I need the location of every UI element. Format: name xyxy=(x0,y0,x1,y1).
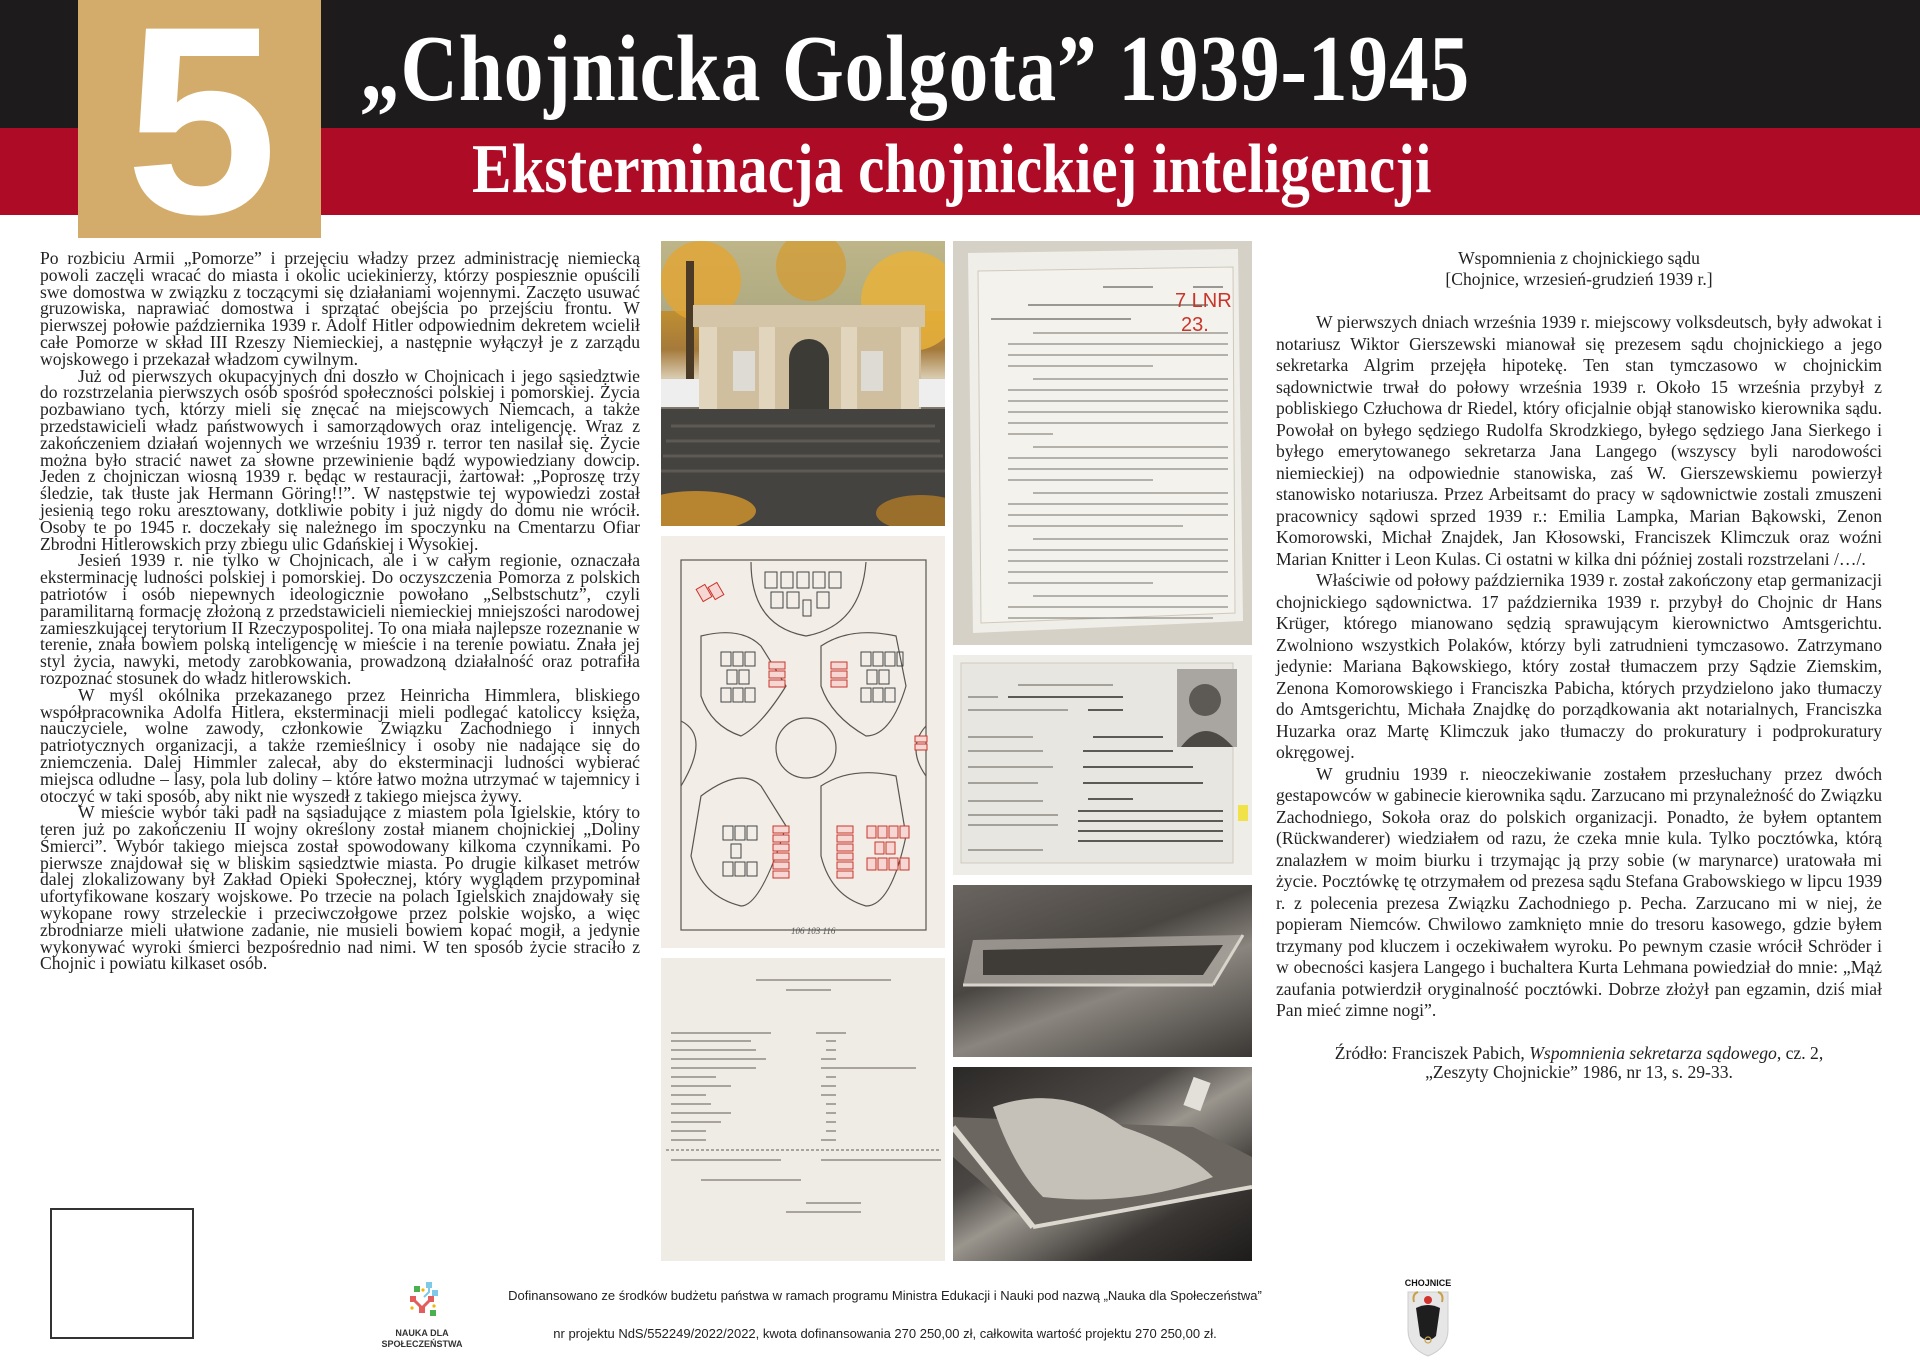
photo-memorial-gate xyxy=(661,241,945,526)
chojnice-crest xyxy=(1398,1278,1458,1358)
exhumation-1-image xyxy=(953,885,1252,1057)
svg-text:106 103 116: 106 103 116 xyxy=(791,926,836,936)
left-text-column xyxy=(40,250,640,972)
photo-typed-report xyxy=(953,241,1252,645)
svg-text:7 LNR: 7 LNR xyxy=(1175,290,1232,312)
funding-line2: nr projektu NdS/552249/2022/2022, kwota dofinansowania 270 250,00 zł, całkowita wartość projektu 270 250,00 zł. xyxy=(553,1326,1217,1341)
grave-plan-image xyxy=(661,536,945,948)
paragraph: W grudniu 1939 r. nieoczekiwanie zostałem przesłuchany przez dwóch gestapowców w gabinecie kierownika sądu. Zarzucano mi przynależność do Związku Zachodniego, Sokoła oraz do polskich organizacji. Ponadto, że byłem optantem (Rückwanderer) wiedziałem od razu, że czeka mnie kula. Tylko pocztówka, którą znalazłem w moim biurku i trzymając ją przy sobie (w marynarce) uratowała mi życie. Pocztówkę tę otrzymałem od prezesa sądu Stefana Grabowskiego w lipcu 1939 r. z polecenia prezesa Związku Zachodniego p. Pecha. Zarzucano mi w niej, że popieram Niemców. Chwilowo zamknięto mnie do tresoru kasowego, gdzie byłem trzymany pod kluczem i oczekiwałem wyroku. Po pewnym czasie wrócił Schröder i w obecności kasjera Langego i buchaltera Kurta Lehmana powiedział do mnie: „Mąż zaufania potwierdził oryginalność pocztówki. Dobrze złożył pan egzamin, dziś miał Pan mieć zimne nogi”. xyxy=(1276,763,1882,1020)
chojnice-label: CHOJNICE xyxy=(1404,1278,1452,1288)
right-text-column xyxy=(1276,248,1882,1082)
paragraph: Jesień 1939 r. nie tylko w Chojnicach, ale i w całym regionie, oznaczała eksterminację ludności polskiej i pomorskiej. Do oczyszczenia Pomorza z polskich patriotów i osób niepewnych ideologicznie powołano „Selbstschutz”, czyli paramilitarną formację złożoną z przedstawicieli niemieckiej mniejszości narodowej zamieszkującej terytorium II Rzeczypospolitej. To ona miała najlepsze rozeznanie w terenie, znała bowiem polską inteligencję w mieście i na terenie powiatu. Znała jej styl życia, nawyki, metody zarobkowania, prowadzoną działalność oraz potrafiła rozpoznać stosunek do władz hitlerowskich. xyxy=(40,550,640,688)
memoir-heading xyxy=(1276,248,1882,290)
funding-line1: Dofinansowano ze środków budżetu państwa w ramach programu Ministra Edukacji i Nauki pod nazwą „Nauka dla Społeczeństwa” xyxy=(508,1288,1262,1303)
photo-exhumation-1 xyxy=(953,885,1252,1057)
paragraph: W myśl okólnika przekazanego przez Heinricha Himmlera, bliskiego współpracownika Adolfa Hitlera, eksterminacji mieli podlegać katoliccy księża, nauczyciele, wolne zawody, członkowie Związku Zachodniego i innych patriotycznych organizacji, a także rzemieślnicy i osoby nie nadające się do zniemczenia. Dalej Himmler zalecał, aby do eksterminacji ludności wybierać miejsca odludne – lasy, pola lub doliny – które łatwo można utrzymać w tajemnicy i otoczyć w taki sposób, aby nikt nie wyszedł z takiego miejsca żywy. xyxy=(40,684,640,806)
empty-frame xyxy=(50,1208,194,1339)
nauka-label-line1: NAUKA DLA xyxy=(395,1328,449,1338)
source-line2: „Zeszyty Chojnickie” 1986, nr 13, s. 29-33. xyxy=(1425,1061,1733,1082)
paragraph: W mieście wybór taki padł na sąsiadujące z miastem pola Igielskie, który to teren już po zakończeniu II wojny określony został mianem chojnickiej „Doliny Śmierci”. Wybór takiego miejsca został spowodowany kilkoma czynnikami. Po pierwsze znajdował się w bliskim sąsiedztwie miasta. Po drugie kilkaset metrów dalej zlokalizowany był Zakład Opieki Społecznej, który wyglądem przypominał ufortyfikowane koszary wojskowe. Po trzecie na polach Igielskich znajdowały się wykopane rowy strzeleckie i przeciwczołgowe przez polskie wojsko, a więc zbrodniarze mieli ułatwione zadanie, nie musieli bowiem kopać mogił, a jedynie wykonywać wyroki śmierci bezpośrednio nad nimi. W ten sposób życie straciło z Chojnic i powiatu kilkaset osób. xyxy=(40,802,640,974)
funding-statement xyxy=(400,1288,1370,1342)
memoir-title: Wspomnienia z chojnickiego sądu xyxy=(1458,248,1700,268)
paragraph: Właściwie od połowy października 1939 r. został zakończony etap germanizacji chojnickiego sądownictwa. 17 października 1939 r. przybył do Chojnic dr Hans Krüger, którego mianowano sędzią sprawującym kierownictwo Amtsgerichtu. Zwolniono wszystkich Polaków, którzy byli zatrudnieni tymczasowo. Zatrzymano jedynie: Mariana Bąkowskiego, który został tłumaczem przy Sądzie Ziemskim, Zenona Komorowskiego i Franciszka Pabicha, których przydzielono jako tłumaczy do Amtsgerichtu, Michała Znajdkę do porządkowania akt notarialnych, Franciszka Huzarka oraz Martę Klimczuk jako tłumaczy do prokuratury i podprokuratury okręgowej. xyxy=(1276,570,1882,762)
source-citation xyxy=(1276,1044,1882,1082)
paragraph: Już od pierwszych okupacyjnych dni doszło w Chojnicach i jego sąsiedztwie do rozstrzelania pierwszych osób spośród społeczności polskiej i pomorskiej. Życia pozbawiano tych, którzy mieli się znęcać na miejscowych Niemcach, a także przedstawicieli władz państwowych i samorządowych oraz inteligencję. Wraz z zakończeniem działań wojennych we wrześniu 1939 r. terror ten nasilał się. Życie można było stracić nawet za słowne przewinienie bądź wypowiedziany dowcip. Jeden z chojniczan wiosną 1939 r. będąc w restauracji, żartował: „Poproszę trzy śledzie, tak tłuste jak Hermann Göring!!”. W następstwie tej wypowiedzi został jesienią tego roku aresztowany, dotkliwie pobity i już nigdy do domu nie wrócił. Osoby te po 1945 r. doczekały się należnego im spoczynku na Cmentarzu Ofiar Zbrodni Hitlerowskich przy zbiegu ulic Gdańskiej i Wysokiej. xyxy=(40,365,640,554)
source-prefix: Źródło: Franciszek Pabich, xyxy=(1334,1042,1530,1063)
photo-grave-plan xyxy=(661,536,945,948)
source-suffix: , cz. 2, xyxy=(1776,1042,1824,1063)
memoir-dateline: [Chojnice, wrzesień-grudzień 1939 r.] xyxy=(1445,269,1713,289)
chojnice-coat-of-arms-icon xyxy=(1398,1278,1458,1358)
panel-number: 5 xyxy=(125,0,274,270)
page-subtitle: Eksterminacja chojnickiej inteligencji xyxy=(472,131,1432,208)
paragraph: W pierwszych dniach września 1939 r. miejscowy volksdeutsch, były adwokat i notariusz Wiktor Gierszewski mianował się prezesem sądu chojnickiego a jego sekretarka Algrim przejęła hipotekę. Ten stan tymczasowo w chojnickim sądownictwie trwał do połowy września 1939 r. Około 15 września przybył z pobliskiego Człuchowa dr Riedel, który oficjalnie objął stanowisko kierownika sądu. Powołał on byłego sędziego Rudolfa Skrodzkiego, byłego sędziego Jana Sierkego i byłego emerytowanego sekretarza Jana Langego (wszyscy byli narodowości niemieckiej) na odpowiednie stanowiska, zaś W. Gierszewskiemu powierzył stanowisko notariusza. Przez Arbeitsamt do pracy w sądownictwie zostali zmuszeni pracownicy sądowi sprzed 1939 r.: Emilia Lampka, Marian Bąkowski, Zenon Komorowski, Michał Znajdek, Jan Kłosowski, Franciszek Klimczuk oraz woźni Marian Knitter i Leon Kulas. Ci ostatni w kilka dni później zostali rozstrzelani /…/. xyxy=(1276,312,1882,569)
photo-exhumation-2 xyxy=(953,1067,1252,1261)
personalbogen-image xyxy=(953,655,1252,875)
photo-victims-list xyxy=(661,958,945,1261)
exhumation-2-image xyxy=(953,1067,1252,1261)
svg-text:23.: 23. xyxy=(1181,314,1209,336)
page-title: „Chojnicka Golgota” 1939-1945 xyxy=(360,17,1471,121)
photo-personalbogen xyxy=(953,655,1252,875)
typed-report-image xyxy=(953,241,1252,645)
victims-list-image xyxy=(661,958,945,1261)
nauka-label-line2: SPOŁECZEŃSTWA xyxy=(381,1339,463,1349)
memorial-gate-image xyxy=(661,241,945,526)
paragraph: Po rozbiciu Armii „Pomorze” i przejęciu władzy przez administrację niemiecką powoli zaczęli wracać do miasta i okolic uciekinierzy, którzy pospiesznie opuścili swe domostwa w związku z toczącymi się działaniami wojennymi. Zaczęto usuwać gruzowiska, naprawiać domostwa i sprzątać obejścia po przejściu frontu. W pierwszej połowie października 1939 r. Adolf Hitler odpowiednim dekretem wcielił całe Pomorze w skład III Rzeszy Niemieckiej, a następnie wyłączył je z zarządu wojskowego i przekazał władzom cywilnym. xyxy=(40,248,640,369)
source-title: Wspomnienia sekretarza sądowego xyxy=(1529,1042,1777,1063)
